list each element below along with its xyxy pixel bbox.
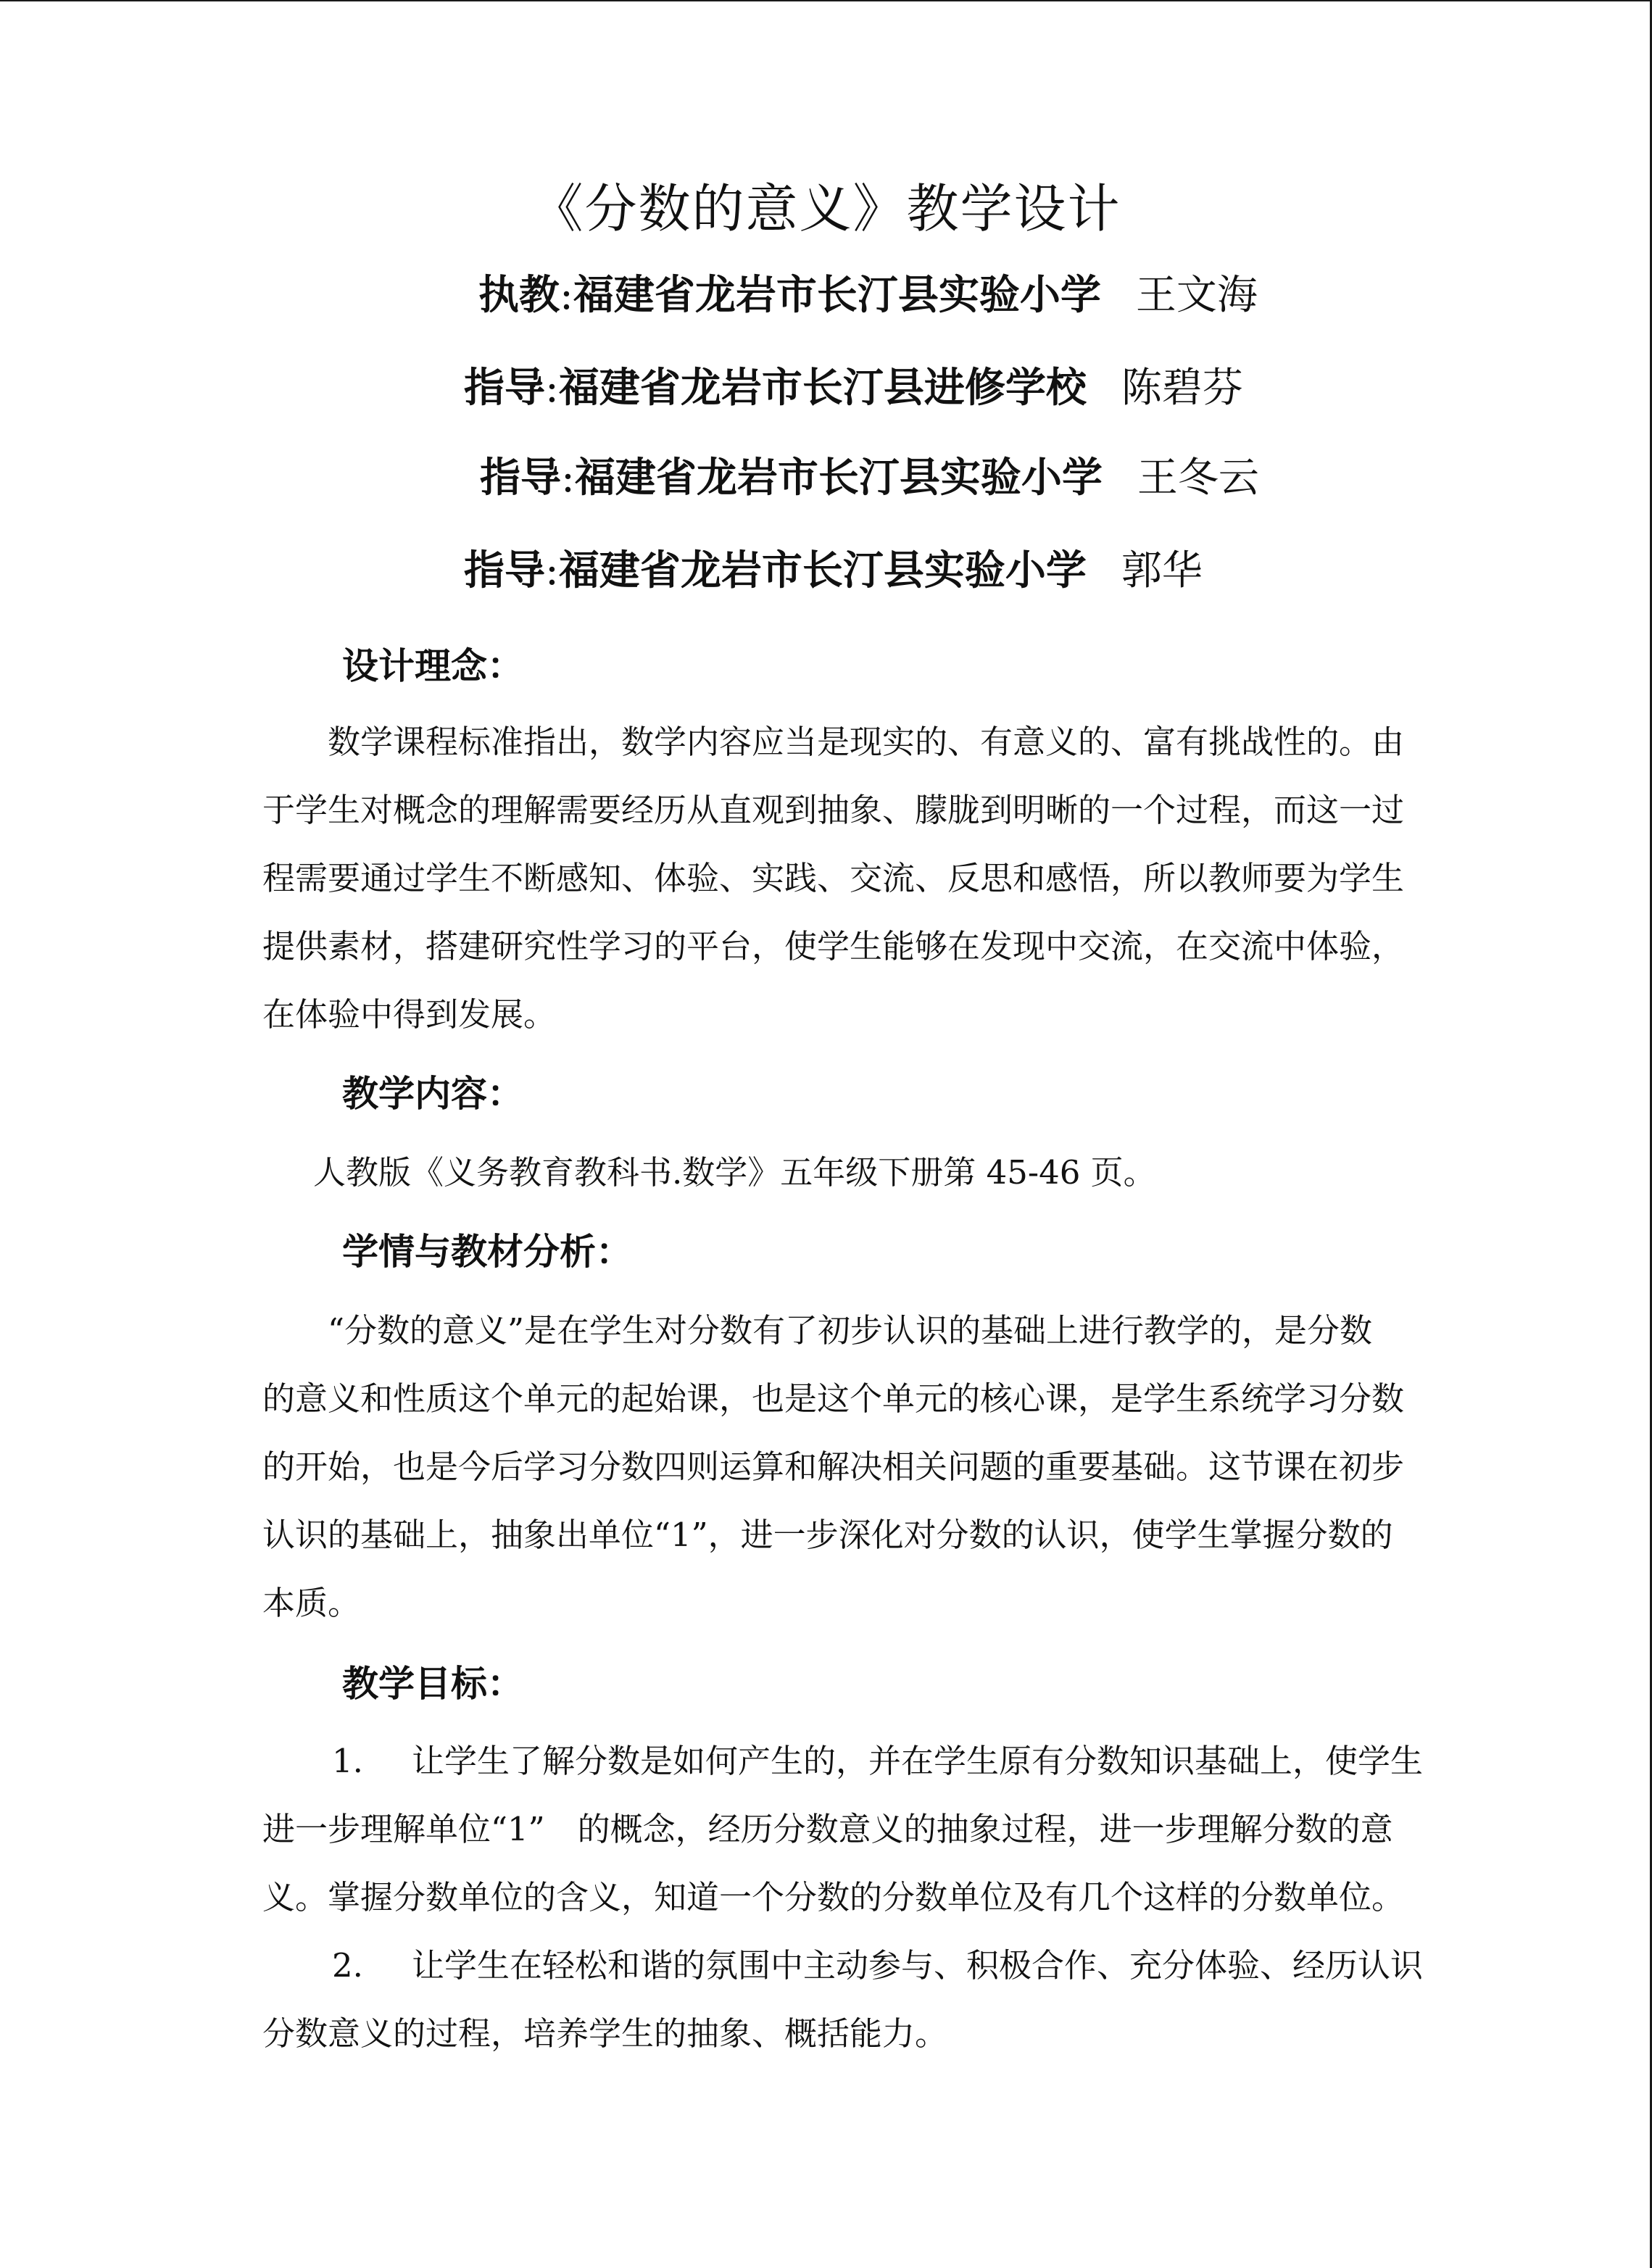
credit-name: 陈碧芬 bbox=[1121, 365, 1243, 412]
section-heading-objectives: 教学目标： bbox=[342, 1663, 523, 1705]
credit-name: 郭华 bbox=[1121, 547, 1203, 594]
document-title: 《分数的意义》教学设计 bbox=[531, 178, 1121, 239]
section-heading-analysis: 学情与教材分析： bbox=[342, 1231, 632, 1273]
section-heading-concept: 设计理念： bbox=[342, 645, 523, 687]
credit-org: 福建省龙岩市长汀县实验小学 bbox=[573, 272, 1101, 319]
credit-role: 执教 bbox=[478, 272, 560, 319]
paragraph-line: 在体验中得到发展。 bbox=[262, 995, 557, 1034]
paragraph-line: 认识的基础上，抽象出单位“1”，进一步深化对分数的认识，使学生掌握分数的 bbox=[262, 1516, 1393, 1554]
credit-role: 指导 bbox=[480, 454, 561, 502]
list-item-number: 2. bbox=[332, 1946, 363, 1985]
credit-line: 指导:福建省龙岩市长汀县实验小学 郭华 bbox=[464, 547, 1203, 594]
list-item bbox=[332, 1944, 1564, 1987]
credit-org: 福建省龙岩市长汀县实验小学 bbox=[558, 547, 1087, 594]
credit-name: 王冬云 bbox=[1137, 454, 1259, 502]
paragraph-line: 人教版《义务教育教科书.数学》五年级下册第 45-46 页。 bbox=[313, 1153, 1156, 1192]
credit-role: 指导 bbox=[464, 365, 545, 412]
paragraph-line: 进一步理解单位“1” 的概念，经历分数意义的抽象过程，进一步理解分数的意 bbox=[262, 1810, 1393, 1848]
paragraph-line: 提供素材，搭建研究性学习的平台，使学生能够在发现中交流，在交流中体验， bbox=[262, 927, 1405, 965]
paragraph-line: “分数的意义”是在学生对分数有了初步认识的基础上进行教学的，是分数 bbox=[328, 1311, 1373, 1350]
credit-name: 王文海 bbox=[1135, 272, 1258, 319]
credit-org: 福建省龙岩市长汀县实验小学 bbox=[574, 454, 1103, 502]
credit-line: 指导:福建省龙岩市长汀县进修学校 陈碧芬 bbox=[464, 365, 1243, 412]
paragraph-line: 数学课程标准指出，数学内容应当是现实的、有意义的、富有挑战性的。由 bbox=[328, 723, 1405, 761]
paragraph-line: 本质。 bbox=[262, 1584, 361, 1622]
list-item-text: 让学生了解分数是如何产生的，并在学生原有分数知识基础上，使学生 bbox=[412, 1742, 1424, 1780]
paragraph-line: 的意义和性质这个单元的起始课，也是这个单元的核心课，是学生系统学习分数 bbox=[262, 1379, 1405, 1418]
paragraph-line: 程需要通过学生不断感知、体验、实践、交流、反思和感悟，所以教师要为学生 bbox=[262, 859, 1405, 897]
paragraph-line: 的开始，也是今后学习分数四则运算和解决相关问题的重要基础。这节课在初步 bbox=[262, 1447, 1405, 1486]
section-heading-content: 教学内容： bbox=[342, 1073, 523, 1115]
list-item-number: 1. bbox=[332, 1742, 363, 1780]
paragraph-line: 于学生对概念的理解需要经历从直观到抽象、朦胧到明晰的一个过程，而这一过 bbox=[262, 791, 1405, 829]
paragraph-line: 义。掌握分数单位的含义，知道一个分数的分数单位及有几个这样的分数单位。 bbox=[262, 1878, 1405, 1916]
page-border-top bbox=[0, 0, 1652, 1]
credit-org: 福建省龙岩市长汀县进修学校 bbox=[558, 365, 1087, 412]
paragraph-line: 分数意义的过程，培养学生的抽象、概括能力。 bbox=[262, 2014, 948, 2053]
list-item bbox=[332, 1740, 1564, 1783]
list-item-text: 让学生在轻松和谐的氛围中主动参与、积极合作、充分体验、经历认识 bbox=[412, 1946, 1424, 1985]
credit-role: 指导 bbox=[464, 547, 545, 594]
credit-line: 执教:福建省龙岩市长汀县实验小学 王文海 bbox=[478, 272, 1258, 319]
credit-line: 指导:福建省龙岩市长汀县实验小学 王冬云 bbox=[480, 454, 1259, 502]
